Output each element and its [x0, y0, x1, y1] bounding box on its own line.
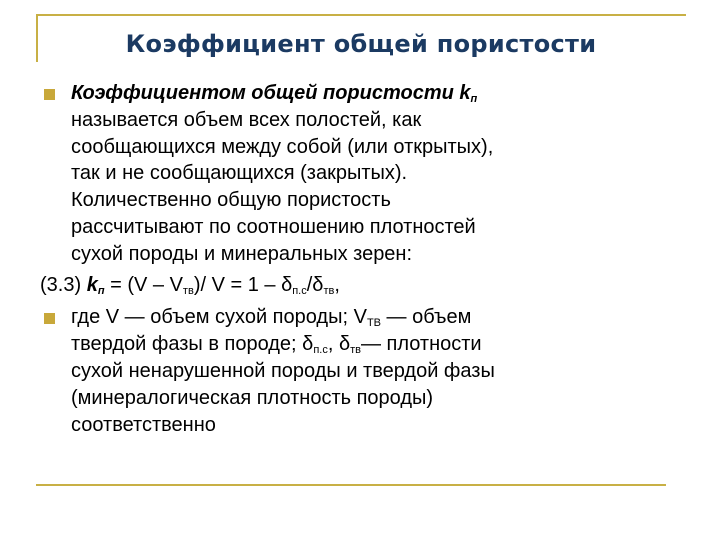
bottom-rule	[36, 484, 666, 486]
bullet-square-icon	[44, 313, 55, 324]
formula-sub: тв	[182, 284, 194, 297]
explanation-text: , δ	[327, 333, 351, 356]
definition-symbol-sub: п	[470, 93, 478, 105]
definition-line: Количественно общую пористость	[71, 189, 391, 212]
explanation-text: твердой фазы в породе; δ	[71, 333, 314, 356]
formula-sub: п.с	[292, 284, 307, 297]
frame-top-rule	[36, 14, 686, 16]
definition-line: сообщающихся между собой (или открытых),	[71, 135, 494, 158]
definition-line: называется объем всех полостей, как	[71, 108, 422, 131]
definition-lead-line	[71, 80, 680, 107]
explanation-line: (минералогическая плотность породы)	[71, 386, 434, 409]
slide-title: Коэффициент общей пористости	[125, 30, 597, 58]
formula-line	[40, 272, 680, 299]
explanation-line	[71, 304, 680, 331]
bullet-square-icon	[44, 89, 55, 100]
explanation-paragraph	[40, 304, 680, 438]
explanation-line	[71, 331, 680, 358]
formula-symbol-sub: п	[97, 284, 105, 297]
definition-line: сухой породы и минеральных зерен:	[71, 242, 413, 265]
explanation-text: — объем	[381, 306, 472, 329]
definition-line: рассчитывают по соотношению плотностей	[71, 215, 476, 238]
explanation-sub: тв	[350, 344, 361, 357]
formula-part: = (V – V	[104, 273, 183, 296]
explanation-sub: п.с	[313, 344, 328, 357]
definition-symbol: k	[459, 82, 471, 104]
slide-content	[40, 80, 680, 438]
formula-sub: тв	[323, 284, 335, 297]
formula-number: (3.3)	[40, 273, 87, 296]
definition-line: так и не сообщающихся (закрытых).	[71, 162, 408, 185]
explanation-line: соответственно	[71, 413, 216, 436]
explanation-line: сухой ненарушенной породы и твердой фазы	[71, 359, 495, 382]
formula-part: ,	[334, 273, 340, 296]
explanation-sub: ТВ	[366, 317, 381, 330]
definition-term: Коэффициентом общей пористости	[71, 82, 460, 104]
title-frame	[36, 14, 686, 62]
explanation-text: где V — объем сухой породы; V	[71, 306, 367, 329]
definition-paragraph	[40, 80, 680, 268]
formula-part: )/ V = 1 – δ	[193, 273, 293, 296]
formula-part: /δ	[306, 273, 324, 296]
explanation-text: — плотности	[360, 333, 482, 356]
formula-symbol: k	[86, 273, 98, 296]
